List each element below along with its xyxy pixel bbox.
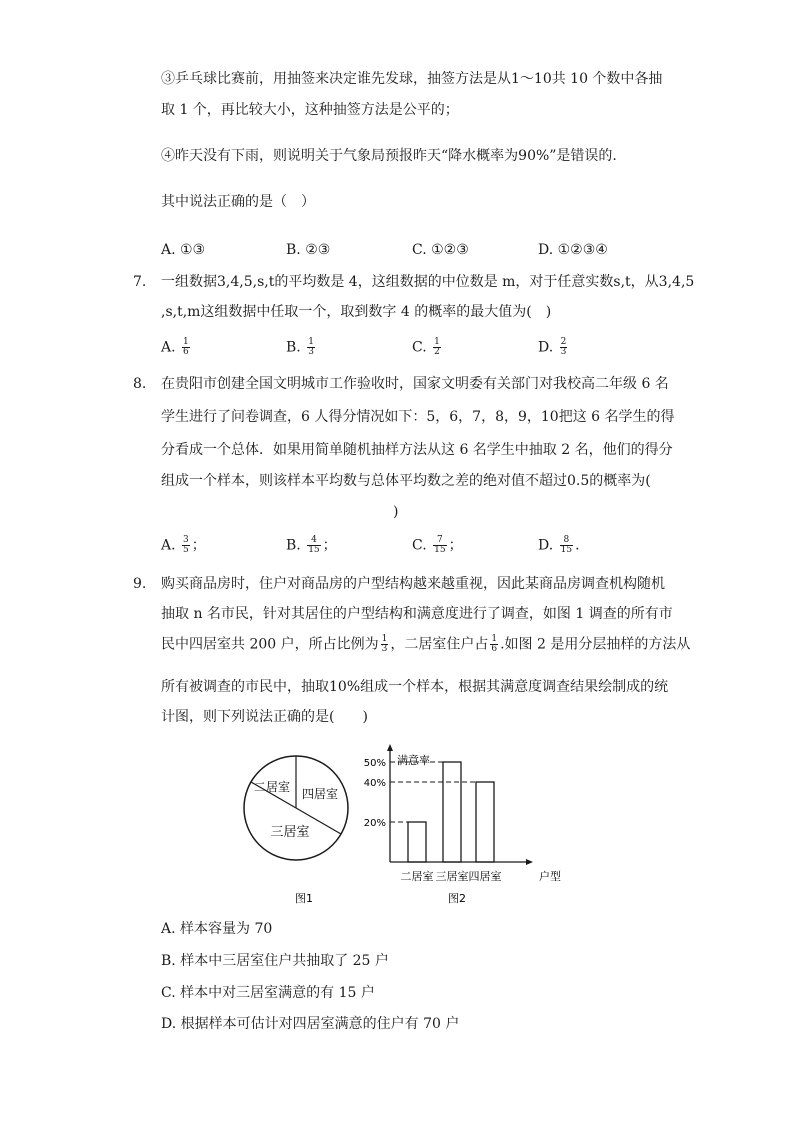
q7-option-a[interactable] (161, 338, 192, 357)
q8-option-d-fraction: $\frac{8}{15}$ (560, 535, 573, 555)
q7-option-a-label: A. (161, 339, 176, 356)
q8-option-c[interactable]: C. $\frac{7}{15}$ ； (412, 535, 463, 555)
q7-line2: ,s,t,m这组数据中任取一个，取到数字 4 的概率的最大值为( ) (161, 304, 552, 320)
q9-option-c[interactable]: C. 样本中对三居室满意的有 15 户 (161, 985, 375, 1001)
q7-option-b-label: B. (286, 339, 301, 356)
q7-option-c[interactable] (412, 338, 443, 357)
figure-2-bar-chart (360, 740, 590, 910)
chart-ylabel: 满意率 (397, 754, 430, 767)
q7-option-d-fraction: $\frac{2}{3}$ (560, 337, 567, 357)
q6-option-a[interactable]: A. ①③ (161, 242, 206, 258)
y-axis-arrow (387, 744, 393, 751)
q8-line1: 在贵阳市创建全国文明城市工作验收时，国家文明委有关部门对我校高二年级 6 名 (161, 376, 669, 392)
q8-option-a-label: A. (161, 537, 176, 554)
q7-line1: 一组数据3,4,5,s,t的平均数是 4，这组数据的中位数是 m，对于任意实数s,t，从3,4,5 (161, 274, 695, 290)
bar-1 (408, 822, 426, 862)
q7-number: 7. (133, 274, 147, 290)
q6-statement-3-line1: ③乒乓球比赛前，用抽签来决定谁先发球，抽签方法是从1～10共 10 个数中各抽 (161, 71, 663, 87)
q8-option-b-fraction: $\frac{4}{15}$ (308, 535, 320, 555)
q9-option-d[interactable]: D. 根据样本可估计对四居室满意的住户有 70 户 (161, 1016, 460, 1032)
q8-option-b-label: B. (286, 537, 301, 554)
bar-3 (476, 782, 494, 862)
q9-number: 9. (133, 576, 147, 592)
q6-prompt: 其中说法正确的是（ ） (161, 194, 315, 210)
q9-line1: 购买商品房时，住户对商品房的户型结构越来越重视，因此某商品房调查机构随机 (161, 576, 665, 592)
q7-option-b-fraction: $\frac{1}{3}$ (308, 337, 314, 357)
q8-option-a-fraction: $\frac{3}{5}$ (183, 535, 189, 555)
x-tick-label: 三居室 (435, 870, 469, 883)
q7-option-d-label: D. (538, 339, 554, 356)
y-tick-label: 20% (363, 818, 386, 829)
figure-1-caption: 图1 (295, 892, 313, 905)
q7-option-a-fraction: $\frac{1}{6}$ (183, 337, 189, 357)
q6-statement-3-line2: 取 1 个，再比较大小，这种抽签方法是公平的； (161, 102, 459, 118)
q9-line5: 计图，则下列说法正确的是( ) (161, 709, 368, 725)
q8-option-a[interactable]: A. $\frac{3}{5}$ ； (161, 535, 206, 555)
q9-option-b[interactable]: B. 样本中三居室住户共抽取了 25 户 (161, 953, 389, 969)
q8-line5: ) (393, 504, 399, 520)
pie-label-three-room: 三居室 (270, 825, 310, 840)
q7-option-d[interactable] (538, 338, 569, 357)
pie-label-two-room: 二居室 (253, 780, 291, 794)
q9-fraction-one-sixth: $\frac{1}{6}$ (491, 634, 498, 654)
q6-statement-4: ④昨天没有下雨，则说明关于气象局预报昨天“降水概率为90%”是错误的. (161, 148, 617, 164)
y-tick-label: 40% (363, 778, 386, 789)
x-tick-label: 四居室 (468, 870, 502, 883)
q9-line2: 抽取 n 名市民，针对其居住的户型结构和满意度进行了调查，如图 1 调查的所有市 (161, 606, 673, 622)
q9-line3: 民中四居室共 200 户，所占比例为 $\frac{1}{3}$ ，二居室住户占 $\frac{1}{6}$ .如图 2 是用分层抽样的方法从 (161, 634, 691, 654)
q8-option-d-label: D. (538, 537, 554, 554)
q6-option-d[interactable]: D. ①②③④ (538, 242, 608, 258)
q7-option-b[interactable] (286, 338, 317, 357)
x-tick-label: 二居室 (400, 870, 434, 883)
q9-option-a[interactable]: A. 样本容量为 70 (161, 921, 273, 937)
q8-line3: 分看成一个总体．如果用简单随机抽样方法从这 6 名学生中抽取 2 名，他们的得分 (161, 442, 673, 458)
figure-2-caption: 图2 (448, 892, 466, 905)
q8-line4: 组成一个样本，则该样本平均数与总体平均数之差的绝对值不超过0.5的概率为( (161, 473, 651, 489)
chart-xlabel: 户型 (539, 870, 561, 883)
q7-option-c-label: C. (412, 339, 427, 356)
q7-option-c-fraction: $\frac{1}{2}$ (434, 337, 440, 357)
pie-label-four-room: 四居室 (301, 787, 339, 801)
q6-option-b[interactable]: B. ②③ (286, 242, 331, 258)
q9-fraction-one-third: $\frac{1}{3}$ (381, 634, 388, 654)
q8-option-c-fraction: $\frac{7}{15}$ (434, 535, 446, 555)
q8-number: 8. (133, 376, 147, 392)
q6-option-c[interactable]: C. ①②③ (412, 242, 469, 258)
q8-option-c-label: C. (412, 537, 427, 554)
figure-1-pie (232, 740, 362, 910)
y-tick-label: 50% (363, 758, 386, 769)
x-axis-arrow (526, 859, 533, 865)
q8-option-b[interactable]: B. $\frac{4}{15}$ ； (286, 535, 337, 555)
bar-2 (443, 762, 461, 862)
q8-option-d[interactable]: D. $\frac{8}{15}$ . (538, 535, 580, 555)
q9-line4: 所有被调查的市民中，抽取10%组成一个样本，根据其满意度调查结果绘制成的统 (161, 679, 669, 695)
q8-line2: 学生进行了问卷调查，6 人得分情况如下：5，6，7，8，9，10把这 6 名学生的得 (161, 409, 675, 425)
